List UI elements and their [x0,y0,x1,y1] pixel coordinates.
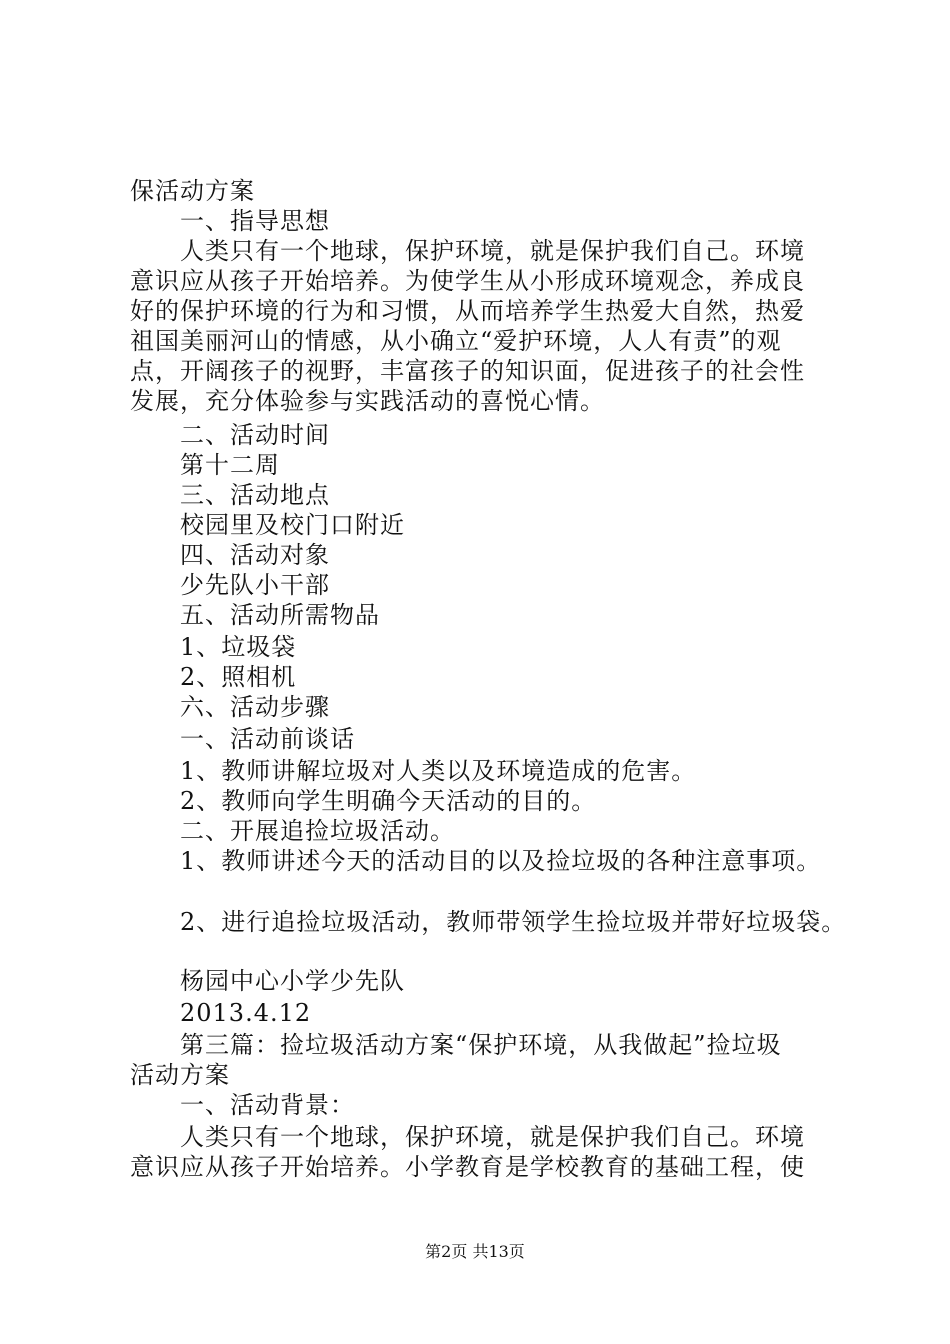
text-line: 点，开阔孩子的视野，丰富孩子的知识面，促进孩子的社会性 [130,357,805,385]
text-line: 少先队小干部 [180,571,330,599]
list-item: 1、教师讲解垃圾对人类以及环境造成的危害。 [180,757,697,785]
text-line: 人类只有一个地球，保护环境，就是保护我们自己。环境 [180,1123,805,1151]
section-heading: 四、活动对象 [180,541,330,569]
section-heading: 二、开展追捡垃圾活动。 [180,817,455,845]
section-heading: 一、指导思想 [180,207,330,235]
text-line: 第十二周 [180,451,280,479]
list-item: 2、教师向学生明确今天活动的目的。 [180,787,597,815]
section-heading: 二、活动时间 [180,421,330,449]
list-item: 1、教师讲述今天的活动目的以及捡垃圾的各种注意事项。 [180,847,822,875]
section-heading: 六、活动步骤 [180,693,330,721]
text-line: 保活动方案 [130,177,255,205]
list-item: 2、进行追捡垃圾活动，教师带领学生捡垃圾并带好垃圾袋。 [180,908,847,936]
chapter-title: 第三篇：捡垃圾活动方案“保护环境，从我做起”捡垃圾 [180,1031,782,1059]
chapter-title-cont: 活动方案 [130,1061,230,1089]
page-number-footer: 第2页 共13页 [425,1242,525,1261]
signature-date: 2013.4.12 [180,999,312,1027]
list-item: 2、照相机 [180,663,297,691]
text-line: 发展，充分体验参与实践活动的喜悦心情。 [130,387,605,415]
section-heading: 一、活动前谈话 [180,725,355,753]
text-line: 祖国美丽河山的情感，从小确立“爱护环境，人人有责”的观 [130,327,782,355]
text-line: 好的保护环境的行为和习惯，从而培养学生热爱大自然，热爱 [130,297,805,325]
text-line: 意识应从孩子开始培养。为使学生从小形成环境观念，养成良 [130,267,805,295]
list-item: 1、垃圾袋 [180,633,297,661]
text-line: 校园里及校门口附近 [180,511,405,539]
section-heading: 一、活动背景： [180,1091,355,1119]
section-heading: 三、活动地点 [180,481,330,509]
text-line: 意识应从孩子开始培养。小学教育是学校教育的基础工程，使 [130,1153,805,1181]
text-line: 人类只有一个地球，保护环境，就是保护我们自己。环境 [180,237,805,265]
section-heading: 五、活动所需物品 [180,601,380,629]
signature-org: 杨园中心小学少先队 [180,967,405,995]
